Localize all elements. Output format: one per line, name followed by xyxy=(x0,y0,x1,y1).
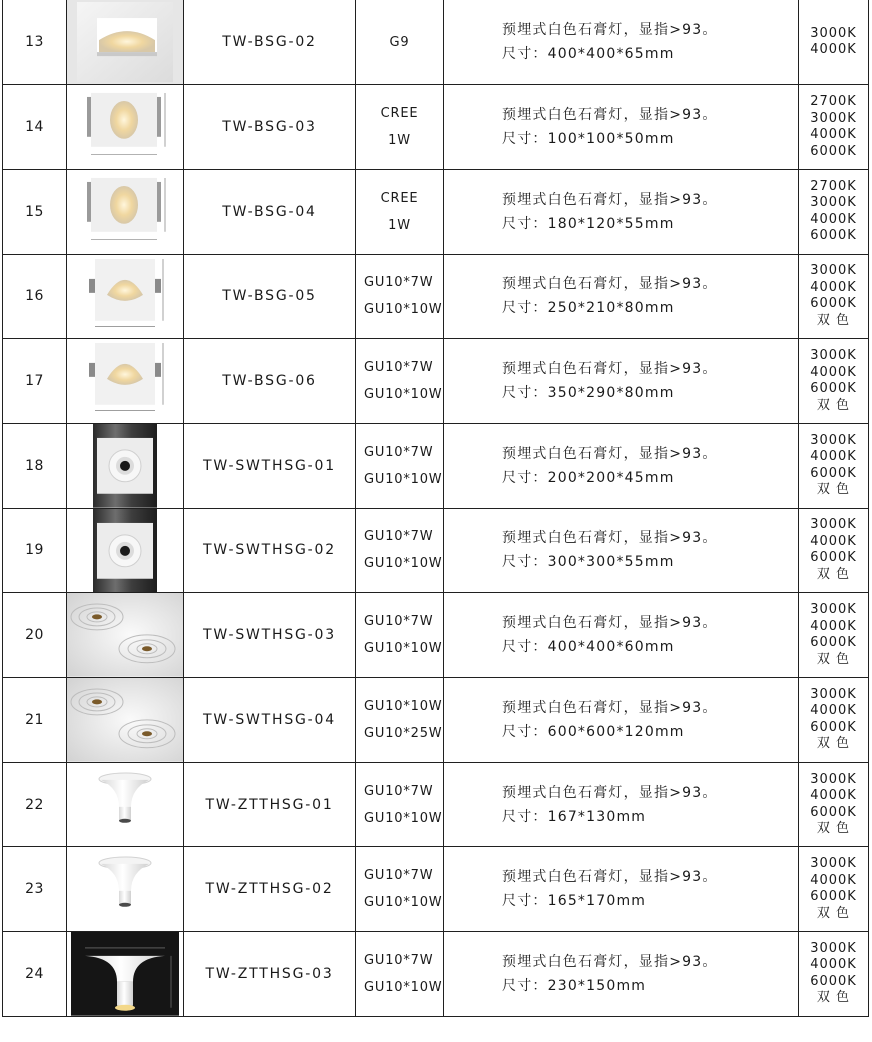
description-text: 预埋式白色石膏灯，显指>93。 xyxy=(502,276,718,293)
size-text: 尺寸：200*200*45mm xyxy=(502,469,675,486)
recessed-wall-icon xyxy=(67,339,183,423)
color-temperature xyxy=(799,0,869,85)
color-temperature xyxy=(799,593,869,678)
description-text: 预埋式白色石膏灯，显指>93。 xyxy=(502,869,718,886)
item-number: 18 xyxy=(3,423,67,508)
color-temperature xyxy=(799,423,869,508)
color-temp-line: 3000K xyxy=(810,25,857,41)
product-image xyxy=(67,593,184,678)
light-source-line: GU10*10W xyxy=(364,810,443,826)
color-temperature xyxy=(799,762,869,847)
model-number: TW-BSG-06 xyxy=(184,339,356,424)
description-text: 预埋式白色石膏灯，显指>93。 xyxy=(502,699,718,716)
trumpet-dark-icon xyxy=(67,932,183,1016)
description xyxy=(444,508,799,593)
size-text: 尺寸：100*100*50mm xyxy=(502,131,675,148)
light-source-line: G9 xyxy=(389,34,410,50)
light-source-line: GU10*7W xyxy=(364,614,434,630)
item-number: 24 xyxy=(3,932,67,1017)
light-source xyxy=(356,85,444,170)
color-temperature xyxy=(799,932,869,1017)
model-number: TW-BSG-03 xyxy=(184,85,356,170)
color-temperature xyxy=(799,169,869,254)
product-image xyxy=(67,169,184,254)
table-row xyxy=(3,508,869,593)
size-text: 尺寸：600*600*120mm xyxy=(502,723,685,740)
color-temp-line: 双 色 xyxy=(816,482,851,498)
color-temp-line: 3000K xyxy=(810,940,857,956)
size-text: 尺寸：165*170mm xyxy=(502,893,647,910)
color-temp-line: 4000K xyxy=(810,211,857,227)
light-source-line: GU10*10W xyxy=(364,387,443,403)
light-source xyxy=(356,0,444,85)
recessed-oval-icon xyxy=(67,85,183,169)
item-number: 14 xyxy=(3,85,67,170)
color-temp-line: 4000K xyxy=(810,533,857,549)
light-source-line: GU10*7W xyxy=(364,360,434,376)
table-row xyxy=(3,847,869,932)
color-temp-line: 3000K xyxy=(810,856,857,872)
description xyxy=(444,762,799,847)
description xyxy=(444,847,799,932)
color-temp-line: 6000K xyxy=(810,228,857,244)
light-source xyxy=(356,847,444,932)
item-number: 19 xyxy=(3,508,67,593)
description xyxy=(444,339,799,424)
color-temp-line: 4000K xyxy=(810,957,857,973)
color-temp-line: 3000K xyxy=(810,602,857,618)
color-temp-line: 3000K xyxy=(810,195,857,211)
model-number: TW-SWTHSG-04 xyxy=(184,678,356,763)
light-source-line: GU10*7W xyxy=(364,275,434,291)
color-temp-line: 4000K xyxy=(810,279,857,295)
description xyxy=(444,423,799,508)
model-number: TW-BSG-05 xyxy=(184,254,356,339)
description-text: 预埋式白色石膏灯，显指>93。 xyxy=(502,445,718,462)
product-image xyxy=(67,678,184,763)
table-row xyxy=(3,254,869,339)
size-text: 尺寸：300*300*55mm xyxy=(502,554,675,571)
color-temperature xyxy=(799,847,869,932)
light-source-line: GU10*10W xyxy=(364,471,443,487)
light-source-line: GU10*10W xyxy=(364,895,443,911)
model-number: TW-BSG-04 xyxy=(184,169,356,254)
table-row xyxy=(3,85,869,170)
color-temp-line: 3000K xyxy=(810,771,857,787)
description xyxy=(444,932,799,1017)
trumpet-pendant-icon xyxy=(67,763,183,847)
color-temp-line: 4000K xyxy=(810,127,857,143)
color-temp-line: 6000K xyxy=(810,889,857,905)
table-row xyxy=(3,762,869,847)
color-temp-line: 4000K xyxy=(810,42,857,58)
color-temp-line: 4000K xyxy=(810,364,857,380)
size-text: 尺寸：400*400*60mm xyxy=(502,639,675,656)
ripple-ceiling-icon xyxy=(67,593,183,677)
color-temp-line: 4000K xyxy=(810,618,857,634)
product-table xyxy=(2,0,869,1017)
product-image xyxy=(67,85,184,170)
light-source xyxy=(356,678,444,763)
recessed-square-wash-icon xyxy=(67,0,183,84)
light-source-line: CREE xyxy=(380,190,419,206)
description-text: 预埋式白色石膏灯，显指>93。 xyxy=(502,784,718,801)
table-row xyxy=(3,932,869,1017)
ripple-ceiling-icon xyxy=(67,678,183,762)
color-temp-line: 4000K xyxy=(810,449,857,465)
table-row xyxy=(3,423,869,508)
recessed-oval-icon xyxy=(67,170,183,254)
color-temp-line: 6000K xyxy=(810,635,857,651)
recessed-wall-icon xyxy=(67,255,183,339)
light-source xyxy=(356,508,444,593)
light-source-line: GU10*25W xyxy=(364,725,443,741)
product-image xyxy=(67,423,184,508)
color-temp-line: 双 色 xyxy=(816,651,851,667)
description-text: 预埋式白色石膏灯，显指>93。 xyxy=(502,615,718,632)
product-image xyxy=(67,847,184,932)
color-temp-line: 6000K xyxy=(810,550,857,566)
product-image xyxy=(67,932,184,1017)
description xyxy=(444,85,799,170)
table-row xyxy=(3,0,869,85)
size-text: 尺寸：167*130mm xyxy=(502,808,647,825)
description-text: 预埋式白色石膏灯，显指>93。 xyxy=(502,191,718,208)
product-image xyxy=(67,339,184,424)
color-temperature xyxy=(799,508,869,593)
color-temp-line: 双 色 xyxy=(816,397,851,413)
light-source-line: GU10*7W xyxy=(364,783,434,799)
color-temp-line: 6000K xyxy=(810,143,857,159)
description-text: 预埋式白色石膏灯，显指>93。 xyxy=(502,107,718,124)
light-source-line: GU10*10W xyxy=(364,979,443,995)
color-temp-line: 6000K xyxy=(810,296,857,312)
size-text: 尺寸：180*120*55mm xyxy=(502,215,675,232)
item-number: 13 xyxy=(3,0,67,85)
color-temp-line: 3000K xyxy=(810,348,857,364)
light-source-line: GU10*10W xyxy=(364,641,443,657)
color-temp-line: 6000K xyxy=(810,973,857,989)
description xyxy=(444,169,799,254)
description xyxy=(444,254,799,339)
size-text: 尺寸：230*150mm xyxy=(502,977,647,994)
trumpet-pendant-icon xyxy=(67,847,183,931)
product-image xyxy=(67,254,184,339)
light-source-line: GU10*7W xyxy=(364,868,434,884)
model-number: TW-ZTTHSG-02 xyxy=(184,847,356,932)
light-source-line: GU10*7W xyxy=(364,529,434,545)
table-row xyxy=(3,678,869,763)
item-number: 22 xyxy=(3,762,67,847)
description-text: 预埋式白色石膏灯，显指>93。 xyxy=(502,361,718,378)
light-source-line: 1W xyxy=(388,133,411,149)
size-text: 尺寸：350*290*80mm xyxy=(502,385,675,402)
description xyxy=(444,678,799,763)
model-number: TW-ZTTHSG-01 xyxy=(184,762,356,847)
table-row xyxy=(3,593,869,678)
color-temp-line: 双 色 xyxy=(816,821,851,837)
table-row xyxy=(3,339,869,424)
color-temperature xyxy=(799,678,869,763)
product-image xyxy=(67,762,184,847)
model-number: TW-SWTHSG-02 xyxy=(184,508,356,593)
light-source-line: GU10*10W xyxy=(364,698,443,714)
description xyxy=(444,0,799,85)
color-temp-line: 双 色 xyxy=(816,905,851,921)
color-temp-line: 双 色 xyxy=(816,312,851,328)
item-number: 15 xyxy=(3,169,67,254)
item-number: 16 xyxy=(3,254,67,339)
color-temp-line: 双 色 xyxy=(816,990,851,1006)
color-temp-line: 2700K xyxy=(810,94,857,110)
model-number: TW-BSG-02 xyxy=(184,0,356,85)
light-source xyxy=(356,254,444,339)
square-downlight-dark-icon xyxy=(67,424,183,508)
color-temp-line: 6000K xyxy=(810,804,857,820)
model-number: TW-SWTHSG-01 xyxy=(184,423,356,508)
item-number: 23 xyxy=(3,847,67,932)
table-row xyxy=(3,169,869,254)
description-text: 预埋式白色石膏灯，显指>93。 xyxy=(502,22,718,39)
square-downlight-dark-icon xyxy=(67,509,183,593)
product-image xyxy=(67,0,184,85)
light-source xyxy=(356,169,444,254)
light-source-line: 1W xyxy=(388,217,411,233)
color-temp-line: 6000K xyxy=(810,465,857,481)
color-temperature xyxy=(799,339,869,424)
description-text: 预埋式白色石膏灯，显指>93。 xyxy=(502,953,718,970)
light-source xyxy=(356,339,444,424)
item-number: 20 xyxy=(3,593,67,678)
light-source-line: GU10*7W xyxy=(364,952,434,968)
description xyxy=(444,593,799,678)
color-temp-line: 6000K xyxy=(810,381,857,397)
size-text: 尺寸：250*210*80mm xyxy=(502,300,675,317)
item-number: 17 xyxy=(3,339,67,424)
color-temp-line: 4000K xyxy=(810,872,857,888)
light-source-line: GU10*10W xyxy=(364,302,443,318)
light-source xyxy=(356,423,444,508)
color-temp-line: 2700K xyxy=(810,178,857,194)
color-temp-line: 3000K xyxy=(810,686,857,702)
light-source-line: GU10*10W xyxy=(364,556,443,572)
light-source-line: GU10*7W xyxy=(364,444,434,460)
color-temp-line: 4000K xyxy=(810,788,857,804)
product-image xyxy=(67,508,184,593)
light-source xyxy=(356,932,444,1017)
size-text: 尺寸：400*400*65mm xyxy=(502,46,675,63)
color-temp-line: 3000K xyxy=(810,432,857,448)
color-temperature xyxy=(799,254,869,339)
color-temp-line: 3000K xyxy=(810,110,857,126)
light-source-line: CREE xyxy=(380,106,419,122)
color-temp-line: 6000K xyxy=(810,719,857,735)
light-source xyxy=(356,593,444,678)
model-number: TW-ZTTHSG-03 xyxy=(184,932,356,1017)
description-text: 预埋式白色石膏灯，显指>93。 xyxy=(502,530,718,547)
model-number: TW-SWTHSG-03 xyxy=(184,593,356,678)
color-temp-line: 3000K xyxy=(810,263,857,279)
item-number: 21 xyxy=(3,678,67,763)
color-temp-line: 3000K xyxy=(810,517,857,533)
color-temperature xyxy=(799,85,869,170)
color-temp-line: 4000K xyxy=(810,703,857,719)
light-source xyxy=(356,762,444,847)
color-temp-line: 双 色 xyxy=(816,566,851,582)
color-temp-line: 双 色 xyxy=(816,736,851,752)
